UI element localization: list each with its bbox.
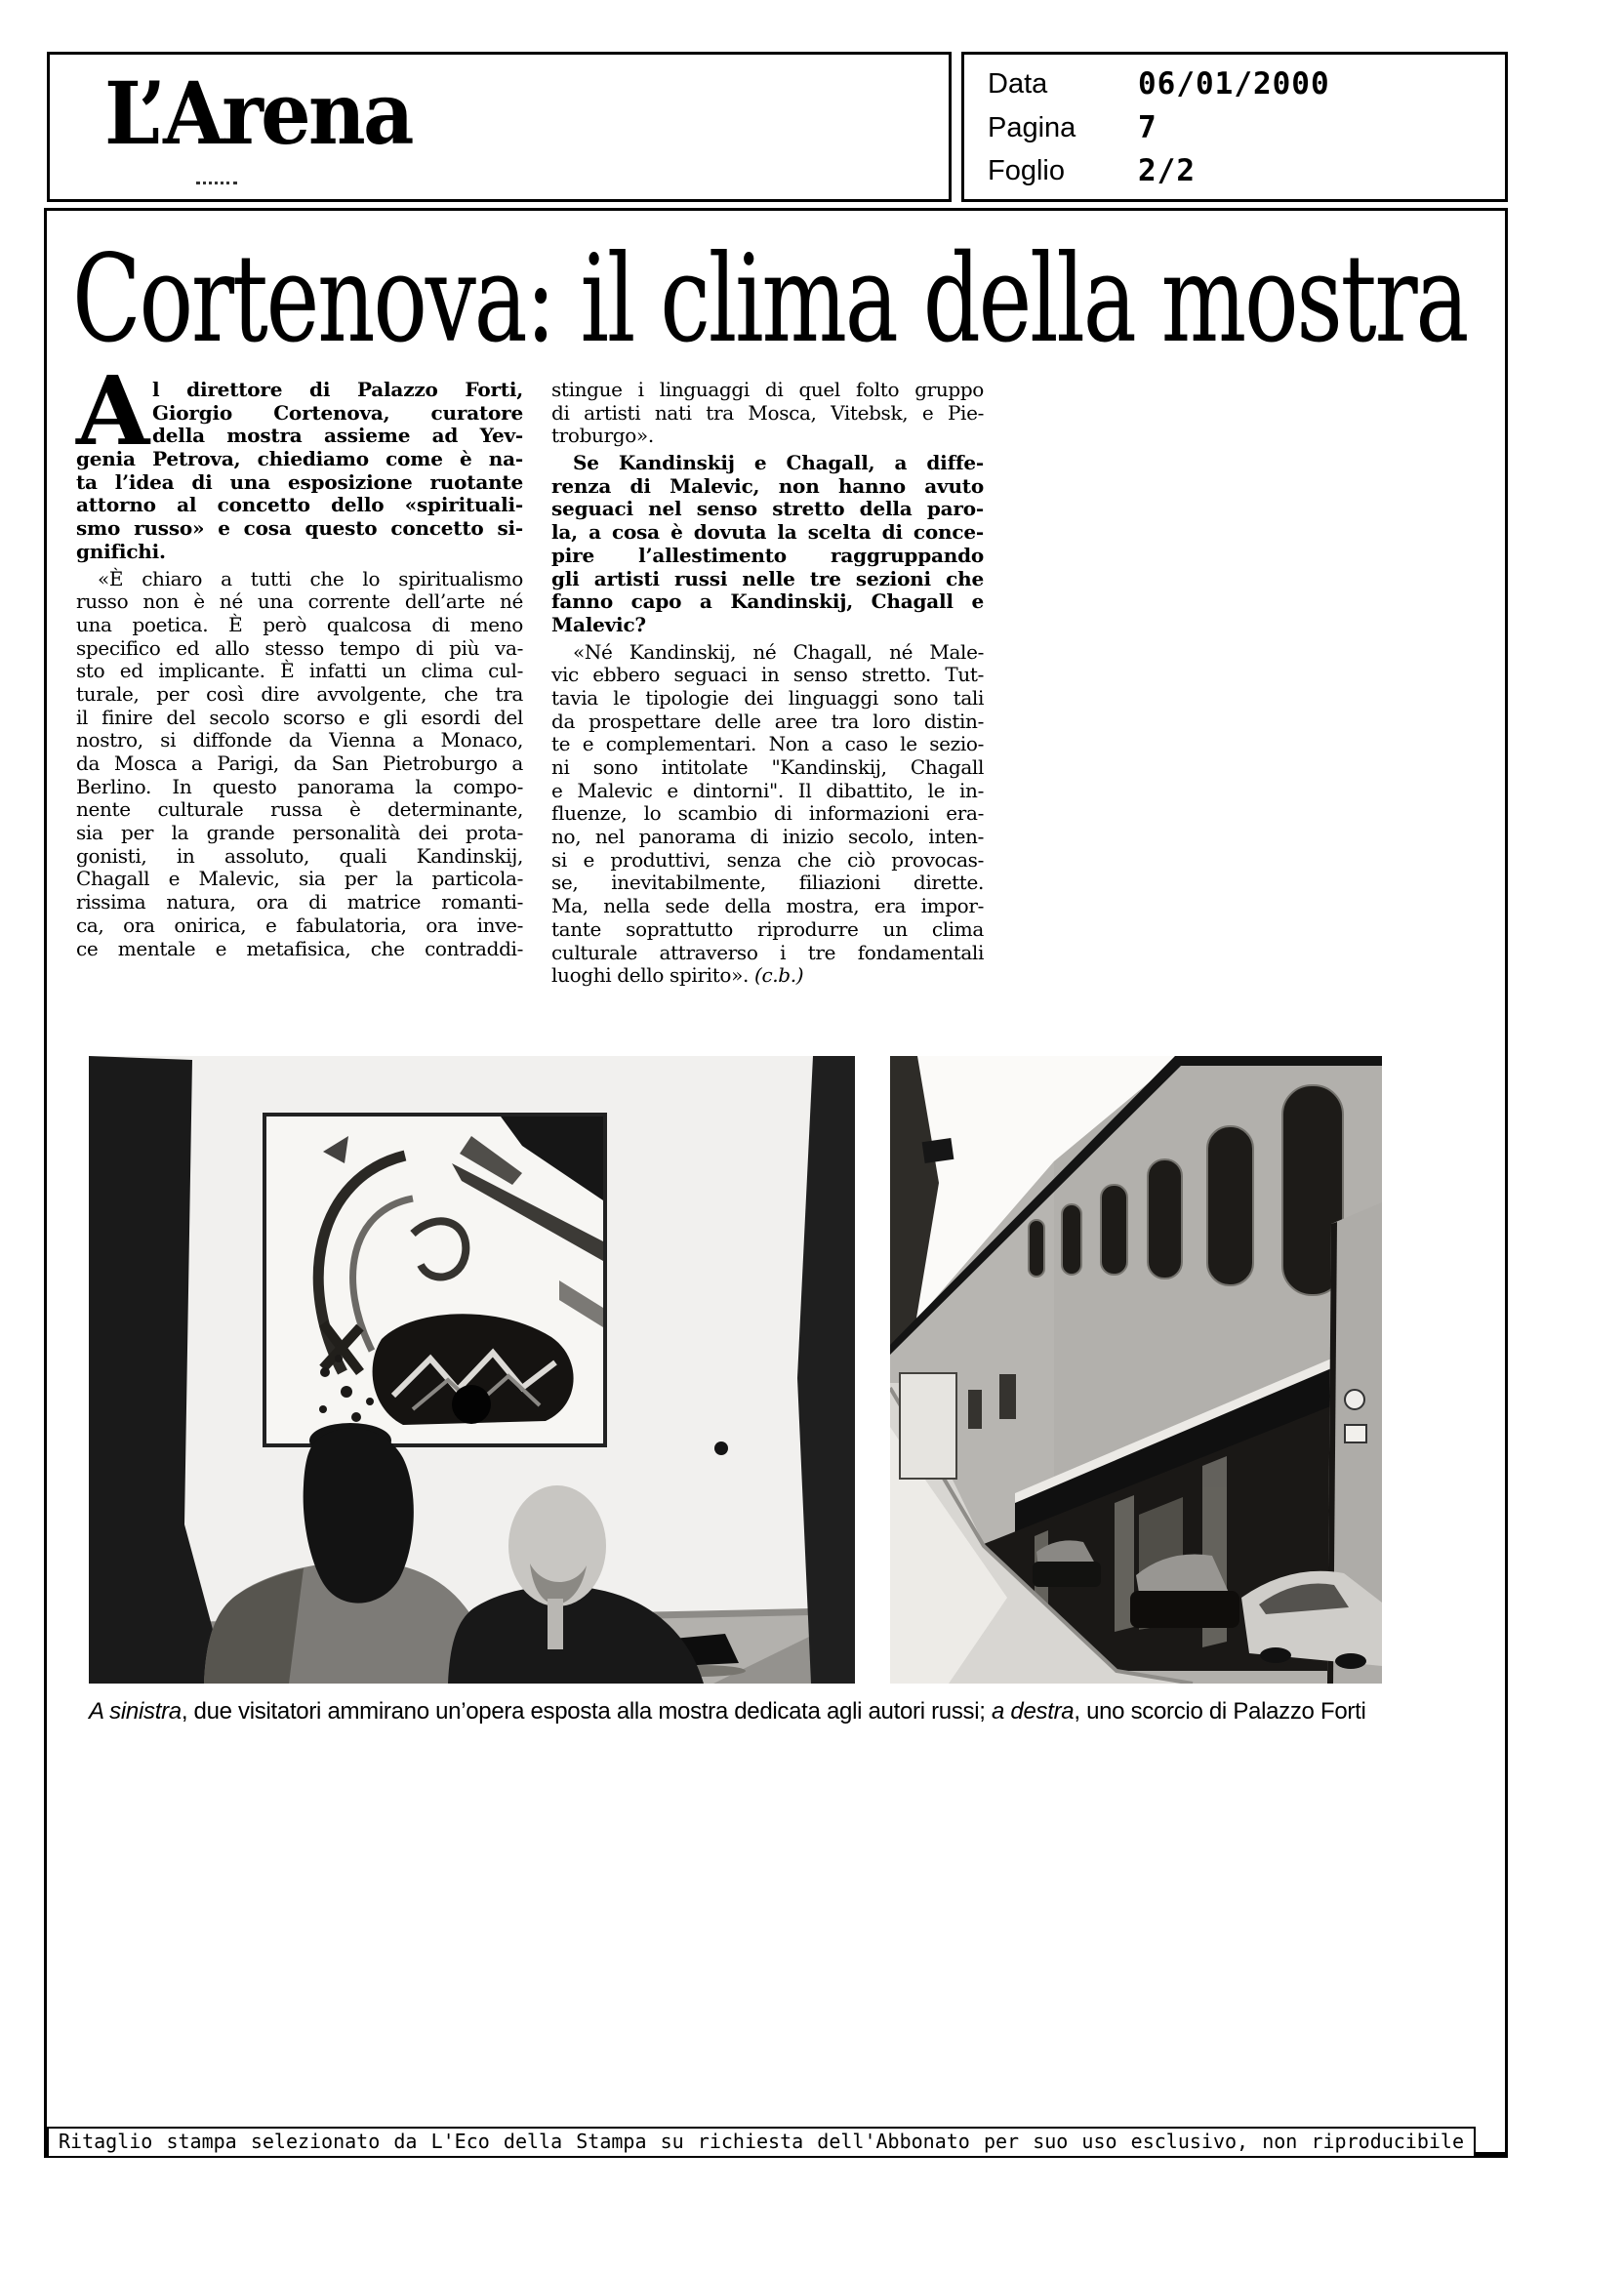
meta-row-data <box>964 64 1505 103</box>
closing-line <box>551 964 984 988</box>
street-sign <box>922 1138 954 1163</box>
photo-caption <box>89 1698 1455 1726</box>
meta-value-data: 06/01/2000 <box>1138 66 1330 102</box>
clipping-meta-box <box>961 52 1508 202</box>
closing-text: luoghi dello spirito». <box>551 963 754 988</box>
article-column-left <box>76 355 523 960</box>
article-headline: Cortenova: il clima della mostra <box>72 229 1468 370</box>
meta-label-foglio: Foglio <box>988 155 1065 186</box>
article-column-right <box>551 379 984 988</box>
abstract-painting <box>263 1113 607 1447</box>
wall-fixture-dot <box>714 1442 728 1455</box>
newspaper-logo: L’Arena <box>104 62 412 164</box>
drop-cap: A <box>76 355 149 467</box>
meta-row-pagina <box>964 108 1505 147</box>
author-initials: (c.b.) <box>754 963 804 988</box>
caption-text-left: , due visitatori ammirano un’opera esposta alla mostra dedicata agli autori russi; <box>181 1698 993 1725</box>
caption-text-right: , uno scorcio di Palazzo Forti <box>1074 1698 1366 1725</box>
copyright-footer: Ritaglio stampa selezionato da L'Eco della Stampa su richiesta dell'Abbonato per suo uso esclusivo, non riproducibile <box>47 2127 1476 2158</box>
gallery-photo <box>89 1056 855 1684</box>
gallery-photo-art <box>89 1056 855 1684</box>
masthead-box <box>47 52 952 202</box>
caption-italic-left: A sinistra <box>89 1698 182 1725</box>
column-left-text: l direttore di Palazzo Forti, Giorgio Cortenova, curatore della mostra assieme ad Yev- genia Petrova, chiediamo come è na- ta l’idea di una esposizione ruotante attorno al concetto dello «spirituali- smo russo» e cosa questo concetto si- gnifichi. «È chiaro a tutti che lo spiritualismo russo non è né una corrente dell’arte né una poetica. È però qualcosa di meno specifico ed allo stesso tempo di più va- sto ed implicante. È infatti un clima cul- turale, per così dire avvolgente, che tra il finire del secolo scorso e gli esordi del nostro, si diffonde da Vienna a Monaco, da Mosca a Parigi, da San Pietroburgo a Berlino. In questo panorama la compo- nente culturale russa è determinante, sia per la grande personalità dei prota- gonisti, in assoluto, quali Kandinskij, Chagall e Malevic, sia per la particola- rissima natura, ora di matrice romanti- ca, ora onirica, e fabulatoria, ora inve- ce mentale e metafisica, che contraddi- <box>76 378 523 960</box>
parking-sign <box>1345 1425 1366 1442</box>
meta-label-data: Data <box>988 68 1048 100</box>
meta-value-foglio: 2/2 <box>1138 153 1196 188</box>
logo-underline <box>196 182 237 184</box>
meta-label-pagina: Pagina <box>988 112 1076 143</box>
meta-value-pagina: 7 <box>1138 110 1157 145</box>
column-right-text: stingue i linguaggi di quel folto gruppo di artisti nati tra Mosca, Vitebsk, e Pie- troburgo». Se Kandinskij e Chagall, a diffe- renza di Malevic, non hanno avuto seguaci nel senso stretto della paro- la, a cosa è dovuta la scelta di conce- pire l’allestimento raggruppando gli artisti russi nelle tre sezioni che fanno capo a Kandinskij, Chagall e Malevic? «Né Kandinskij, né Chagall, né Male- vic ebbero seguaci in senso stretto. Tut- tavia le tipologie dei linguaggi sono tali da prospettare delle aree tra loro distin- te e complementari. Non a caso le sezio- ni sono intitolate "Kandinskij, Chagall e Malevic e dintorni". Il dibattito, le in- fluenze, lo scambio di informazioni era- no, nel panorama di inizio secolo, inten- si e produttivi, senza che ciò provocas- se, inevitabilmente, filiazioni dirette. Ma, nella sede della mostra, era impor- tante soprattutto riprodurre un clima culturale attraverso i tre fondamentali <box>551 378 984 964</box>
meta-row-foglio <box>964 151 1505 190</box>
street-photo-art <box>890 1056 1382 1684</box>
article-frame <box>44 208 1508 2158</box>
caption-italic-right: a destra <box>992 1698 1075 1725</box>
street-photo <box>890 1056 1382 1684</box>
